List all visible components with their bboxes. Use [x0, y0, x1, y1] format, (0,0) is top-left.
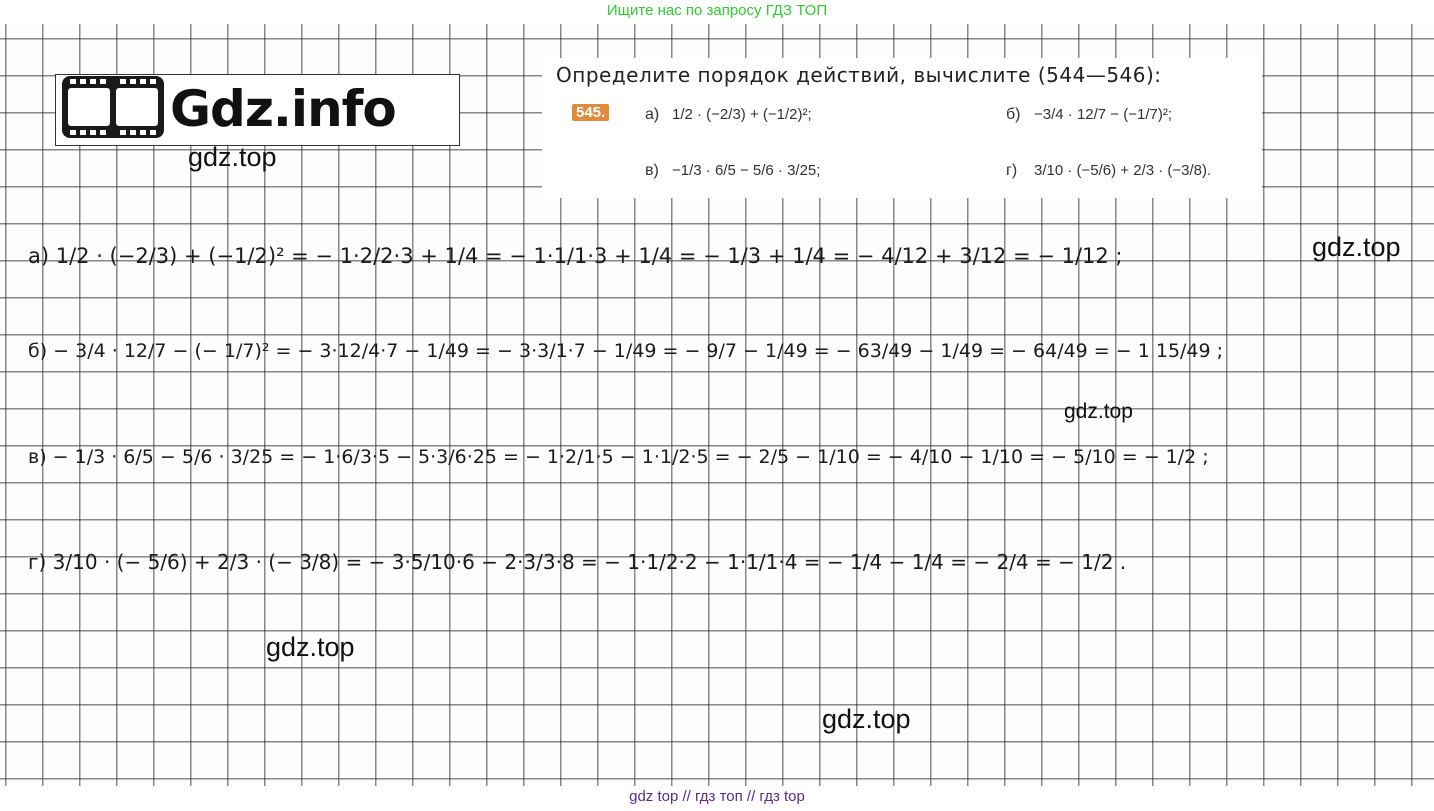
film-strip-icon [62, 70, 164, 142]
solution-line-b: б) − 3/4 · 12/7 − (− 1/7)² = − 3·12/4·7 − 1/49 = − 3·3/1·7 − 1/49 = − 9/7 − 1/49 = − 63/49 − 1/49 = − 64/49 = − 1 15/49 ; [28, 340, 1224, 362]
problem-g-expression: 3/10 · (−5/6) + 2/3 · (−3/8). [1034, 162, 1212, 179]
problem-b-label: б) [1006, 106, 1021, 123]
solution-line-v: в) − 1/3 · 6/5 − 5/6 · 3/25 = − 1·6/3·5 − 5·3/6·25 = − 1·2/1·5 − 1·1/2·5 = − 2/5 − 1/10 = − 4/10 − 1/10 = − 5/10 = − 1/2 ; [28, 446, 1209, 468]
problem-v-expression: −1/3 · 6/5 − 5/6 · 3/25; [672, 162, 821, 179]
watermark: gdz.top [1064, 400, 1133, 423]
problem-a-expression: 1/2 · (−2/3) + (−1/2)²; [672, 106, 812, 123]
logo-text[interactable]: Gdz.info [170, 80, 396, 138]
solution-line-a: а) 1/2 · (−2/3) + (−1/2)² = − 1·2/2·3 + 1/4 = − 1·1/1·3 + 1/4 = − 1/3 + 1/4 = − 4/12 + 3/12 = − 1/12 ; [28, 244, 1123, 268]
problem-title: Определите порядок действий, вычислите (544—546): [556, 63, 1162, 87]
problem-b-expression: −3/4 · 12/7 − (−1/7)²; [1034, 106, 1172, 123]
watermark: gdz.top [188, 142, 277, 172]
problem-g-label: г) [1006, 162, 1018, 179]
problem-v-label: в) [645, 162, 659, 179]
problem-number-badge: 545. [572, 104, 609, 121]
top-banner[interactable]: Ищите нас по запросу ГДЗ ТОП [606, 2, 828, 19]
solution-line-g: г) 3/10 · (− 5/6) + 2/3 · (− 3/8) = − 3·5/10·6 − 2·3/3·8 = − 1·1/2·2 − 1·1/1·4 = − 1/4 − 1/4 = − 2/4 = − 1/2 . [28, 550, 1127, 574]
problem-a-label: а) [645, 106, 660, 123]
bottom-banner[interactable]: gdz top // гдз топ // гдз top [629, 788, 805, 805]
watermark: gdz.top [822, 704, 911, 734]
watermark: gdz.top [1312, 232, 1401, 262]
watermark: gdz.top [266, 632, 355, 662]
